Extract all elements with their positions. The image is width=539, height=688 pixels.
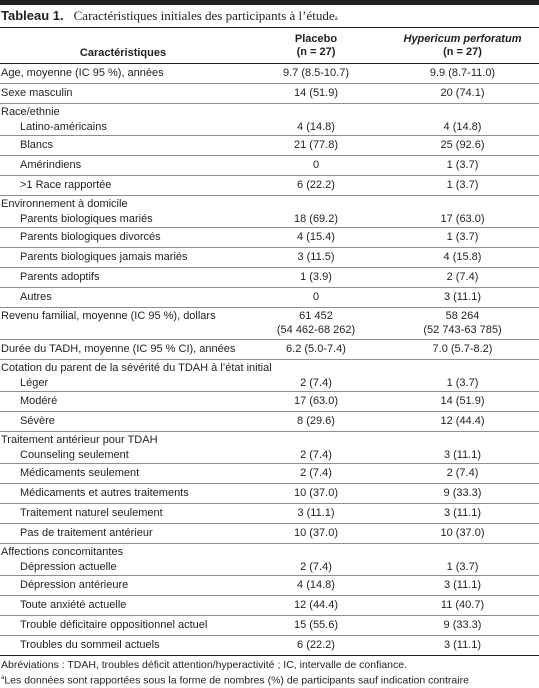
comorbid-item-label: Dépression antérieure <box>0 576 246 596</box>
row-income <box>0 308 539 340</box>
home-item-placebo: 0 <box>246 288 386 308</box>
treatment-item-placebo: 2 (7.4) <box>246 464 386 484</box>
home-item-placebo: 3 (11.5) <box>246 248 386 268</box>
table-row <box>0 211 539 228</box>
header-hypericum <box>386 28 539 64</box>
header-hypericum-label: Hypericum perforatum <box>403 33 522 45</box>
treatment-item-placebo: 2 (7.4) <box>246 447 386 464</box>
severity-item-label: Sévère <box>0 412 246 432</box>
row-age <box>0 64 539 84</box>
duration-placebo: 6.2 (5.0-7.4) <box>246 340 386 360</box>
footnote-a-mark: a <box>1 675 5 681</box>
comorbid-item-placebo: 12 (44.4) <box>246 596 386 616</box>
income-placebo-mean: 61 452 <box>299 310 333 322</box>
comorbid-item-hypericum: 1 (3.7) <box>386 559 539 576</box>
table-row <box>0 268 539 288</box>
table-row <box>0 375 539 392</box>
group-race <box>0 104 539 120</box>
income-label: Revenu familial, moyenne (IC 95 %), dollars <box>0 308 246 340</box>
treatment-label: Traitement antérieur pour TDAH <box>1 434 158 446</box>
header-row <box>0 28 539 64</box>
severity-item-placebo: 8 (29.6) <box>246 412 386 432</box>
race-item-label: Latino-américains <box>0 119 246 136</box>
header-placebo-label: Placebo <box>294 33 338 45</box>
race-item-hypericum: 1 (3.7) <box>386 176 539 196</box>
home-item-hypericum: 3 (11.1) <box>386 288 539 308</box>
footnote-a <box>1 672 539 688</box>
race-item-hypericum: 4 (14.8) <box>386 119 539 136</box>
home-item-label: Parents biologiques mariés <box>0 211 246 228</box>
table-row <box>0 392 539 412</box>
table-row <box>0 248 539 268</box>
age-label: Age, moyenne (IC 95 %), années <box>0 64 246 84</box>
table-row <box>0 484 539 504</box>
race-item-placebo: 21 (77.8) <box>246 136 386 156</box>
comorbid-item-hypericum: 3 (11.1) <box>386 636 539 656</box>
table-row <box>0 636 539 656</box>
race-item-placebo: 0 <box>246 156 386 176</box>
home-item-placebo: 18 (69.2) <box>246 211 386 228</box>
group-severity <box>0 360 539 376</box>
comorbid-item-hypericum: 9 (33.3) <box>386 616 539 636</box>
table-title: Caractéristiques initiales des participants à l’étude <box>73 8 335 23</box>
comorbid-item-label: Troubles du sommeil actuels <box>0 636 246 656</box>
table-row <box>0 464 539 484</box>
home-item-hypericum: 4 (15.8) <box>386 248 539 268</box>
comorbid-item-hypericum: 11 (40.7) <box>386 596 539 616</box>
table-row <box>0 412 539 432</box>
table-row <box>0 119 539 136</box>
header-placebo <box>246 28 386 64</box>
race-label: Race/ethnie <box>1 106 60 118</box>
row-duration <box>0 340 539 360</box>
severity-item-hypericum: 12 (44.4) <box>386 412 539 432</box>
severity-item-hypericum: 1 (3.7) <box>386 375 539 392</box>
treatment-item-placebo: 10 (37.0) <box>246 484 386 504</box>
treatment-item-placebo: 3 (11.1) <box>246 504 386 524</box>
footnote-abbreviations: Abréviations : TDAH, troubles déficit attention/hyperactivité ; IC, intervalle de confiance. <box>1 659 408 671</box>
table-row <box>0 136 539 156</box>
home-item-placebo: 4 (15.4) <box>246 228 386 248</box>
income-placebo-ci: (54 462-68 262) <box>276 324 356 336</box>
income-hypericum-mean: 58 264 <box>445 310 480 322</box>
table-caption <box>0 5 539 27</box>
home-item-label: Parents biologiques jamais mariés <box>0 248 246 268</box>
treatment-item-label: Counseling seulement <box>0 447 246 464</box>
home-item-placebo: 1 (3.9) <box>246 268 386 288</box>
severity-label: Cotation du parent de la sévérité du TDAH à l’état initial <box>1 362 272 374</box>
comorbid-item-placebo: 6 (22.2) <box>246 636 386 656</box>
home-item-hypericum: 1 (3.7) <box>386 228 539 248</box>
group-treatment <box>0 432 539 448</box>
race-item-placebo: 4 (14.8) <box>246 119 386 136</box>
severity-item-label: Léger <box>0 375 246 392</box>
header-hypericum-n: (n = 27) <box>443 46 482 58</box>
income-hypericum-ci: (52 743-63 785) <box>423 324 502 336</box>
table-row <box>0 504 539 524</box>
home-item-label: Parents adoptifs <box>0 268 246 288</box>
severity-item-placebo: 17 (63.0) <box>246 392 386 412</box>
income-hypericum <box>386 308 539 340</box>
group-comorbid <box>0 544 539 560</box>
home-item-label: Autres <box>0 288 246 308</box>
race-item-label: Amérindiens <box>0 156 246 176</box>
treatment-item-label: Pas de traitement antérieur <box>0 524 246 544</box>
treatment-item-hypericum: 3 (11.1) <box>386 504 539 524</box>
baseline-characteristics-table <box>0 28 539 656</box>
header-placebo-n: (n = 27) <box>296 46 336 58</box>
duration-label: Durée du TADH, moyenne (IC 95 % CI), années <box>0 340 246 360</box>
severity-item-hypericum: 14 (51.9) <box>386 392 539 412</box>
comorbid-item-label: Dépression actuelle <box>0 559 246 576</box>
duration-hypericum: 7.0 (5.7-8.2) <box>386 340 539 360</box>
race-item-label: >1 Race rapportée <box>0 176 246 196</box>
treatment-item-label: Médicaments et autres traitements <box>0 484 246 504</box>
treatment-item-hypericum: 10 (37.0) <box>386 524 539 544</box>
comorbid-item-hypericum: 3 (11.1) <box>386 576 539 596</box>
table-label: Tableau 1. <box>1 8 64 23</box>
table-row <box>0 576 539 596</box>
comorbid-label: Affections concomitantes <box>1 546 124 558</box>
table-row <box>0 616 539 636</box>
sex-hypericum: 20 (74.1) <box>386 84 539 104</box>
severity-item-placebo: 2 (7.4) <box>246 375 386 392</box>
comorbid-item-label: Toute anxiété actuelle <box>0 596 246 616</box>
treatment-item-hypericum: 3 (11.1) <box>386 447 539 464</box>
treatment-item-hypericum: 9 (33.3) <box>386 484 539 504</box>
table-row <box>0 288 539 308</box>
footnote-a-text: Les données sont rapportées sous la forme de nombres (%) de participants sauf indication contraire <box>4 674 469 687</box>
header-characteristics: Caractéristiques <box>0 28 246 64</box>
age-hypericum: 9.9 (8.7-11.0) <box>386 64 539 84</box>
table-footnotes <box>0 656 539 688</box>
treatment-item-placebo: 10 (37.0) <box>246 524 386 544</box>
comorbid-item-label: Trouble déficitaire oppositionnel actuel <box>0 616 246 636</box>
table-row <box>0 176 539 196</box>
row-sex <box>0 84 539 104</box>
treatment-item-hypericum: 2 (7.4) <box>386 464 539 484</box>
home-label: Environnement à domicile <box>1 198 128 210</box>
table-title-footnote-mark: a <box>334 14 338 22</box>
home-item-hypericum: 17 (63.0) <box>386 211 539 228</box>
comorbid-item-placebo: 15 (55.6) <box>246 616 386 636</box>
comorbid-item-placebo: 4 (14.8) <box>246 576 386 596</box>
severity-item-label: Modéré <box>0 392 246 412</box>
table-row <box>0 524 539 544</box>
table-row <box>0 228 539 248</box>
race-item-hypericum: 25 (92.6) <box>386 136 539 156</box>
group-home <box>0 196 539 212</box>
treatment-item-label: Traitement naturel seulement <box>0 504 246 524</box>
treatment-item-label: Médicaments seulement <box>0 464 246 484</box>
table-row <box>0 596 539 616</box>
race-item-label: Blancs <box>0 136 246 156</box>
home-item-hypericum: 2 (7.4) <box>386 268 539 288</box>
sex-label: Sexe masculin <box>0 84 246 104</box>
race-item-placebo: 6 (22.2) <box>246 176 386 196</box>
table-row <box>0 156 539 176</box>
income-placebo <box>246 308 386 340</box>
age-placebo: 9.7 (8.5-10.7) <box>246 64 386 84</box>
table-row <box>0 447 539 464</box>
home-item-label: Parents biologiques divorcés <box>0 228 246 248</box>
comorbid-item-placebo: 2 (7.4) <box>246 559 386 576</box>
sex-placebo: 14 (51.9) <box>246 84 386 104</box>
race-item-hypericum: 1 (3.7) <box>386 156 539 176</box>
table-row <box>0 559 539 576</box>
